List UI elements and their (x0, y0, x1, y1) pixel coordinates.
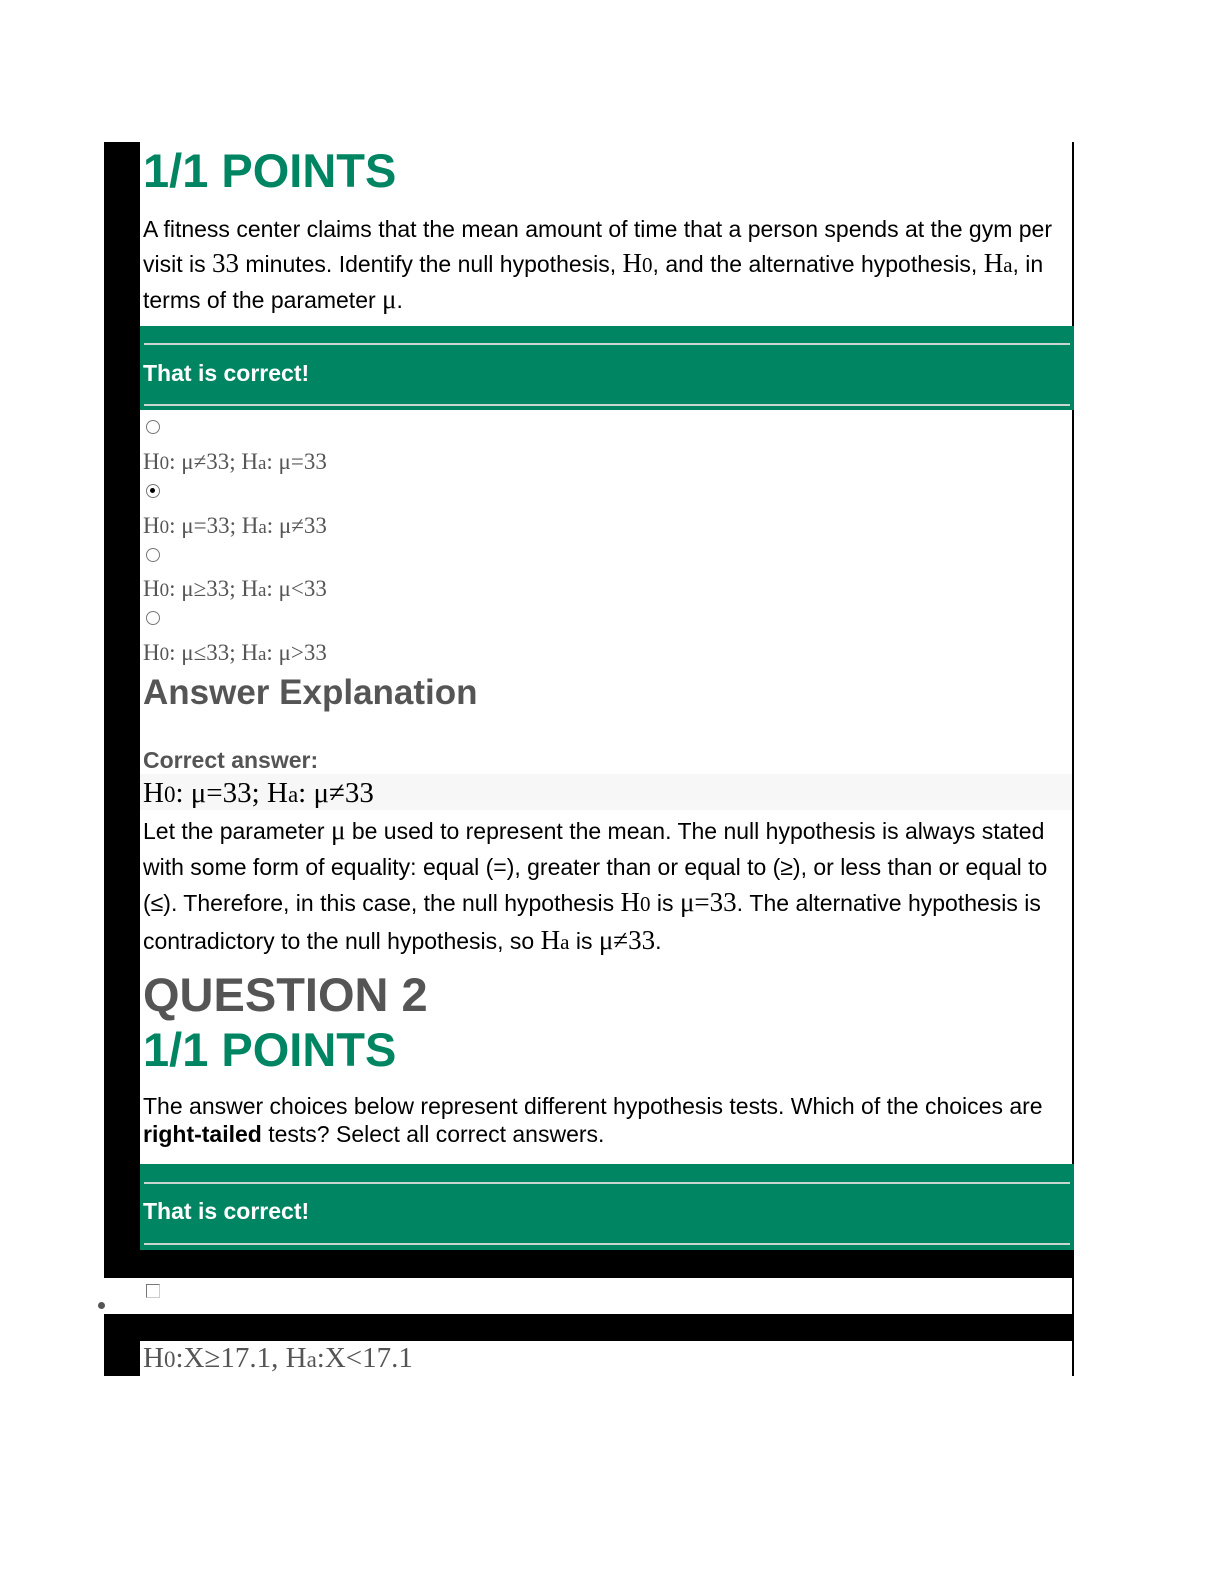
h0-subscript: 0 (163, 782, 176, 807)
h0-subscript: 0 (642, 253, 653, 277)
h0-subscript: 0 (159, 453, 170, 474)
h0-subscript: 0 (159, 580, 170, 601)
h0-subscript: 0 (163, 1347, 176, 1372)
ha-symbol: H (285, 1342, 307, 1374)
quiz-page (104, 142, 1074, 1376)
ha-value: μ≠33 (598, 924, 656, 955)
ha-symbol: H (540, 924, 561, 955)
mu-symbol: μ (382, 284, 397, 314)
ha-symbol: H (983, 248, 1004, 278)
list-bullet (98, 1302, 105, 1309)
ha-subscript: a (257, 453, 267, 474)
ha-expression: : μ≠33 (266, 513, 327, 538)
prompt-text: tests? Select all correct answers. (261, 1121, 605, 1147)
q1-option-4-label[interactable] (143, 639, 327, 669)
h0-subscript: 0 (159, 644, 170, 665)
prompt-text: . (396, 287, 403, 313)
h0-symbol: H (143, 576, 160, 601)
ha-symbol: H (241, 449, 258, 474)
h0-expression: : μ≤33; (169, 640, 242, 665)
h0-symbol: H (143, 640, 160, 665)
ha-subscript: a (257, 644, 267, 665)
ha-symbol: H (266, 777, 288, 809)
q1-prompt (143, 212, 1068, 317)
q1-option-4-radio[interactable] (146, 611, 160, 625)
ha-subscript: a (287, 782, 299, 807)
explanation-text (143, 813, 1071, 960)
prompt-text: , in terms of the parameter (143, 251, 1044, 313)
explanation-text-part: . (655, 927, 662, 954)
ha-expression: : μ=33 (266, 449, 327, 474)
prompt-text: A fitness center claims that the mean amount of time that a person spends at the gym per visit is (143, 216, 1052, 277)
mu-symbol: μ (330, 815, 346, 845)
q1-feedback-banner (140, 326, 1074, 410)
left-border-bar (104, 142, 140, 1376)
ha-symbol: H (241, 640, 258, 665)
ha-subscript: a (258, 517, 267, 538)
explanation-text-part: be used to represent the mean. The null hypothesis is always stated with some form of equality: equal (=), greater than or equal to (≥), or less than or equal to (≤). Therefore, in this case, the null hypothesis (143, 818, 1048, 916)
prompt-text: , and the alternative hypothesis, (652, 251, 984, 277)
q1-option-3-radio[interactable] (146, 548, 160, 562)
ha-expression: : μ>33 (266, 640, 327, 665)
banner-rule-top (144, 343, 1070, 345)
h0-symbol: H (143, 513, 160, 538)
h0-symbol: H (143, 449, 160, 474)
black-band (104, 1314, 1074, 1341)
ha-subscript: a (560, 929, 570, 954)
prompt-emphasis: right-tailed (143, 1121, 262, 1147)
h0-expression: :X≥17.1, (175, 1342, 286, 1374)
h0-expression: : μ=33; (169, 513, 242, 538)
ha-subscript: a (1003, 253, 1013, 277)
banner-rule-top (144, 1182, 1070, 1184)
correct-answer-value (143, 776, 374, 812)
answer-explanation-heading: Answer Explanation (143, 673, 478, 712)
ha-symbol: H (241, 576, 258, 601)
feedback-message: That is correct! (143, 1198, 310, 1224)
h0-symbol: H (620, 887, 641, 917)
q2-option-1-label[interactable] (143, 1341, 413, 1377)
explanation-text-part: . The alternative hypothesis is contradictory to the null hypothesis, so (143, 890, 1041, 954)
h0-expression: : μ≠33; (169, 449, 242, 474)
correct-answer-label: Correct answer: (143, 747, 319, 773)
ha-subscript: a (257, 580, 267, 601)
explanation-text-part: is (650, 890, 680, 916)
q2-feedback-banner (140, 1164, 1074, 1250)
q1-option-3-label[interactable] (143, 575, 327, 605)
prompt-text: minutes. Identify the null hypothesis, (239, 251, 623, 277)
q2-option-1-row (94, 1278, 1072, 1314)
prompt-text: The answer choices below represent different hypothesis tests. Which of the choices are (143, 1093, 1043, 1119)
ha-expression: : μ<33 (266, 576, 327, 601)
q2-prompt (143, 1092, 1068, 1148)
q1-option-2-label[interactable] (143, 512, 327, 542)
q2-option-1-checkbox[interactable] (146, 1284, 160, 1298)
q2-points-heading: 1/1 POINTS (143, 1023, 397, 1076)
h0-expression: : μ=33; (175, 777, 267, 809)
black-band (104, 1250, 1074, 1278)
explanation-text-part: is (569, 927, 599, 954)
q1-points-heading: 1/1 POINTS (143, 144, 397, 197)
correct-answer-box (140, 774, 1072, 810)
ha-expression: :X<17.1 (316, 1342, 413, 1374)
h0-symbol: H (143, 1342, 164, 1374)
h0-value: μ=33 (679, 887, 737, 917)
ha-expression: : μ≠33 (298, 777, 374, 809)
ha-symbol: H (241, 513, 259, 538)
q1-option-1-label[interactable] (143, 448, 327, 478)
q2-title: QUESTION 2 (143, 968, 428, 1021)
ha-subscript: a (306, 1347, 317, 1372)
banner-rule-bottom (144, 404, 1070, 406)
h0-expression: : μ≥33; (169, 576, 242, 601)
h0-symbol: H (143, 777, 164, 809)
feedback-message: That is correct! (143, 360, 310, 386)
prompt-value: 33 (212, 248, 239, 278)
explanation-text-part: Let the parameter (143, 818, 331, 844)
q1-option-2-radio-selected[interactable] (146, 484, 160, 498)
q1-option-1-radio[interactable] (146, 420, 160, 434)
banner-rule-bottom (144, 1243, 1070, 1245)
h0-subscript: 0 (159, 517, 170, 538)
h0-subscript: 0 (640, 892, 651, 916)
h0-symbol: H (622, 248, 643, 278)
